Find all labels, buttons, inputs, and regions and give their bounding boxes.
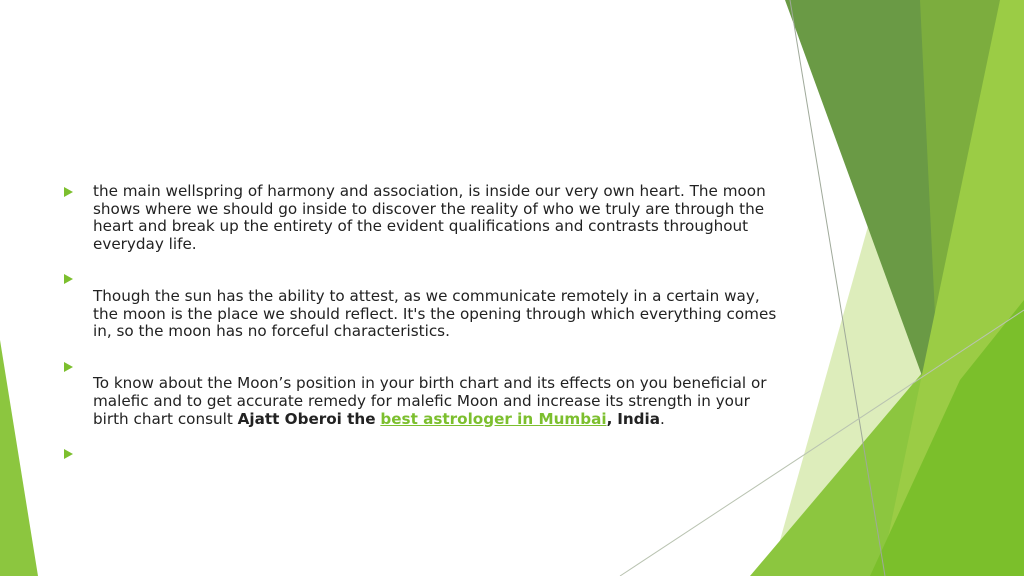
bullet-arrow-icon [64, 274, 73, 284]
astrologer-link[interactable]: best astrologer in Mumbai [380, 409, 607, 428]
bullet-item [64, 183, 784, 253]
bullet-list [64, 183, 784, 445]
bullet-arrow-icon [64, 187, 73, 197]
astrologer-name: Ajatt Oberoi the [237, 409, 376, 428]
bullet-arrow-icon [64, 449, 73, 459]
bullet-arrow-icon [64, 362, 73, 372]
bullet-spacer [93, 270, 784, 288]
period: . [659, 409, 665, 428]
bullet-item [64, 358, 784, 428]
bullet-item [64, 270, 784, 340]
location-text: India [617, 409, 660, 428]
bullet-text: the main wellspring of harmony and association, is inside our very own heart. The moon shows where we should go inside to discover the reality of who we truly are through the heart and break up the entirety of the evident qualifications and contrasts throughout everyday life. [93, 182, 766, 253]
comma: , [606, 409, 613, 428]
left-edge-stripe [0, 340, 38, 576]
bullet-spacer [93, 358, 784, 376]
bullet-text: Though the sun has the ability to attest, as we communicate remotely in a certain way, the moon is the place we should reflect. It's the opening through which everything comes in, so the moon has no forceful characteristics. [93, 286, 777, 341]
bullet-text: To know about the Moon’s position in your birth chart and its effects on you beneficial or malefic and to get accurate remedy for malefic Moon and increase its strength in your birth chart consult [93, 374, 767, 428]
